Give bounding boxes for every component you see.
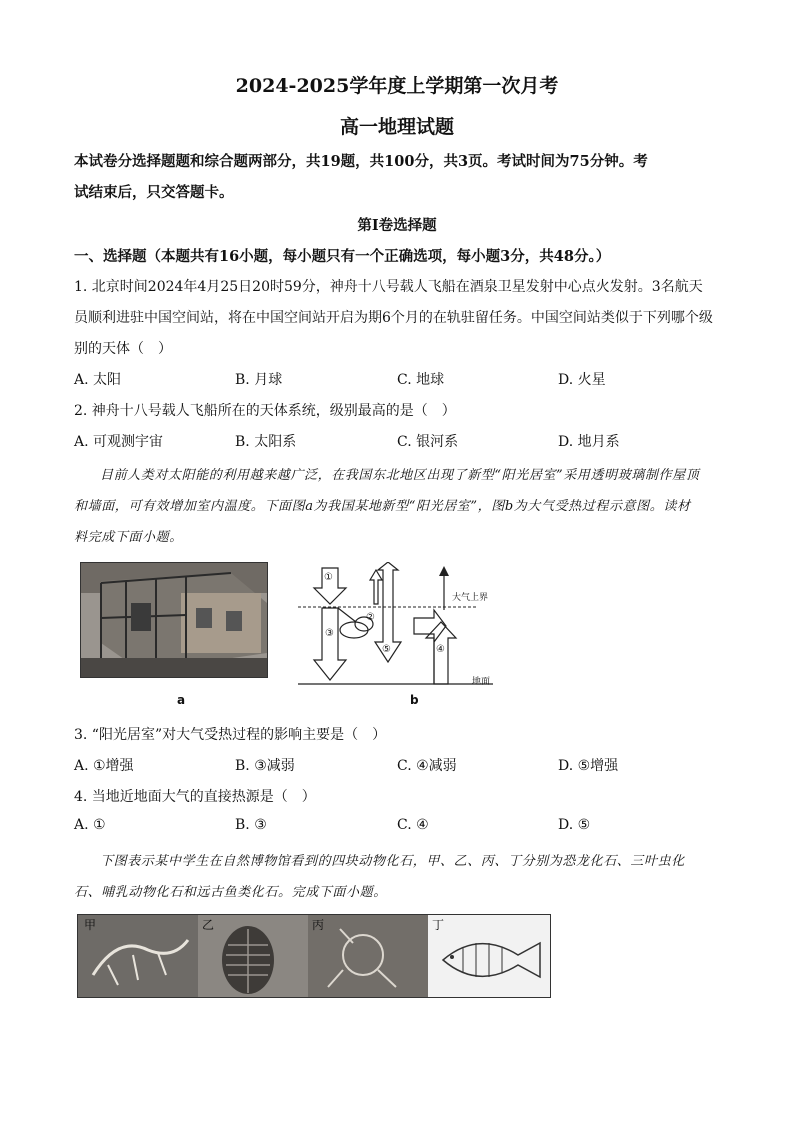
exam-title: 2024-2025学年度上学期第一次月考: [235, 75, 559, 97]
q2-stem: 2. 神舟十八号载人飞船所在的天体系统，级别最高的是（ ）: [74, 403, 456, 419]
q2-option-b: B. 太阳系: [235, 434, 297, 450]
q4-option-b: B. ③: [235, 817, 267, 833]
q2-option-c: C. 银河系: [397, 434, 459, 450]
label-2: ②: [366, 612, 375, 623]
top-of-atmosphere-label: 大气上界: [452, 593, 489, 603]
material2-line-2: 石、哺乳动物化石和远古鱼类化石。完成下面小题。: [74, 885, 387, 900]
fossil-label-ding: 丁: [432, 918, 445, 932]
material2-line-1: 下图表示某中学生在自然博物馆看到的四块动物化石，甲、乙、丙、丁分别为恐龙化石、三叶虫化: [100, 854, 685, 869]
q4-option-c: C. ④: [397, 817, 429, 833]
label-5: ⑤: [382, 644, 391, 655]
fossil-label-jia: 甲: [84, 918, 97, 932]
q3-stem: 3. “阳光居室”对大气受热过程的影响主要是（ ）: [74, 727, 387, 743]
q1-stem-line-1: 1. 北京时间2024年4月25日20时59分，神舟十八号载人飞船在酒泉卫星发射中心点火发射。3名航天: [74, 279, 703, 295]
label-3: ③: [325, 628, 334, 639]
intro-line-1: 本试卷分选择题题和综合题两部分，共19题，共100分，共3页。考试时间为75分钟。考: [74, 153, 648, 170]
fossil-label-bing: 丙: [312, 918, 325, 932]
q2-option-a: A. 可观测宇宙: [74, 434, 164, 450]
sunroom-photo: [80, 562, 268, 678]
q4-option-a: A. ①: [74, 817, 106, 833]
material1-line-3: 料完成下面小题。: [74, 530, 183, 545]
q3-option-b: B. ③减弱: [235, 758, 295, 774]
figure-b-caption: b: [410, 693, 419, 707]
q1-option-d: D. 火星: [558, 372, 606, 388]
material1-line-2: 和墙面，可有效增加室内温度。下面图a为我国某地新型“阳光居室”，图b为大气受热过程示意图。读材: [74, 499, 691, 514]
q3-option-c: C. ④减弱: [397, 758, 457, 774]
q1-stem-line-2: 员顺利进驻中国空间站，将在中国空间站开启为期6个月的在轨驻留任务。中国空间站类似于下列哪个级: [74, 310, 713, 326]
q4-option-d: D. ⑤: [558, 817, 591, 833]
label-1: ①: [324, 572, 333, 583]
q1-stem-line-3: 别的天体（ ）: [74, 341, 172, 357]
exam-subtitle: 高一地理试题: [339, 116, 454, 138]
q3-option-a: A. ①增强: [74, 758, 134, 774]
atmosphere-heating-diagram: [298, 562, 498, 692]
ground-label: 地面: [472, 677, 491, 687]
material1-line-1: 目前人类对太阳能的利用越来越广泛，在我国东北地区出现了新型“阳光居室”采用透明玻璃制作屋顶: [100, 468, 700, 483]
figure-a-caption: a: [177, 693, 186, 707]
fossil-label-yi: 乙: [202, 918, 215, 932]
section-heading: 一、选择题（本题共有16小题，每小题只有一个正确选项，每小题3分，共48分。）: [74, 248, 611, 265]
q2-option-d: D. 地月系: [558, 434, 620, 450]
label-4: ④: [436, 644, 445, 655]
q1-option-c: C. 地球: [397, 372, 445, 388]
fossil-photo-strip: [77, 914, 551, 998]
q1-option-b: B. 月球: [235, 372, 283, 388]
q4-stem: 4. 当地近地面大气的直接热源是（ ）: [74, 789, 316, 805]
section-title: 第Ⅰ卷选择题: [357, 217, 437, 234]
q3-option-d: D. ⑤增强: [558, 758, 619, 774]
intro-line-2: 试结束后，只交答题卡。: [74, 184, 234, 201]
q1-option-a: A. 太阳: [74, 372, 122, 388]
